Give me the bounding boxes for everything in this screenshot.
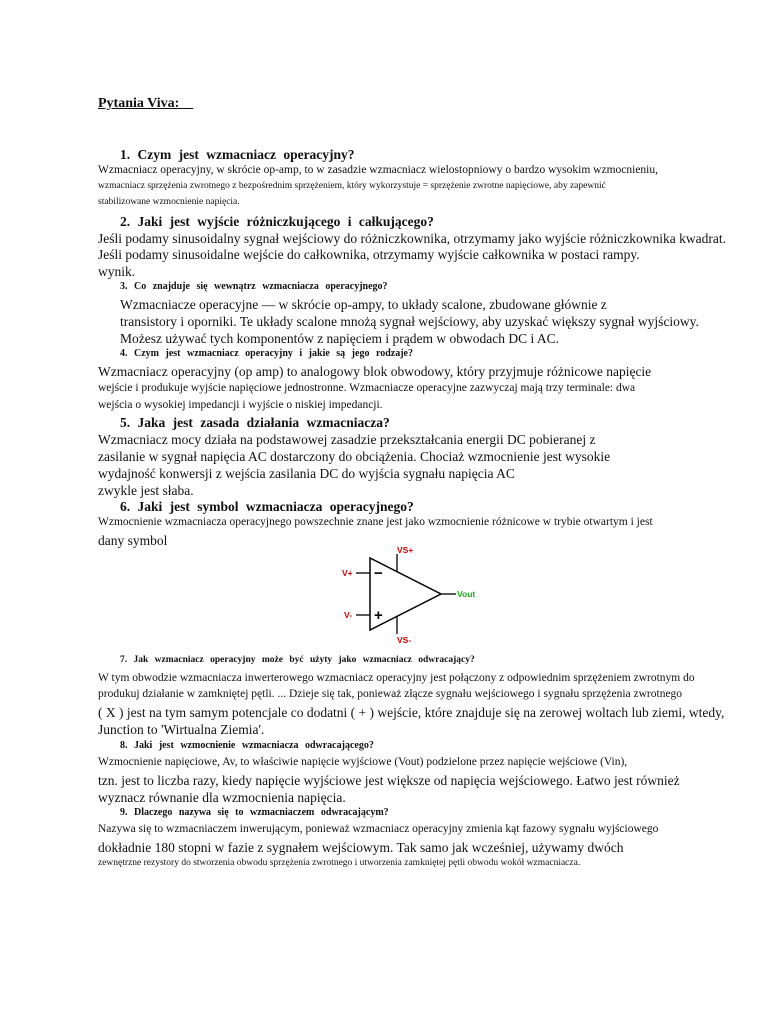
answer-7-line-1: W tym obwodzie wzmacniacza inwerterowego wzmacniacz operacyjny jest połączony z odpowiednim sprzężeniem zwrotnym do (98, 672, 695, 684)
question-3: 3. Co znajduje się wewnątrz wzmacniacza operacyjnego? (120, 281, 388, 292)
answer-3-line-2: transistory i oporniki. Te układy scalone mnożą sygnał wejściowy, aby uzyskać większy sygnał wyjściowy. (120, 314, 699, 329)
v-plus-label: V+ (342, 568, 353, 578)
answer-1-line-2: wzmacniacz sprzężenia zwrotnego z bezpośrednim sprzężeniem, który wykorzystuje = sprzężenie zwrotne napięciowe, aby zapewnić (98, 181, 606, 191)
answer-1-line-3: stabilizowane wzmocnienie napięcia. (98, 197, 240, 207)
answer-7-line-3: ( X ) jest na tym samym potencjale co dodatni ( + ) wejście, które znajduje się na zerowej woltach lub ziemi, wtedy, (98, 705, 725, 720)
question-9: 9. Dlaczego nazywa się to wzmacniaczem odwracającym? (120, 807, 389, 818)
answer-6-line-2: dany symbol (98, 533, 168, 548)
answer-9-line-2: dokładnie 180 stopni w fazie z sygnałem wejściowym. Tak samo jak wcześniej, używamy dwóch (98, 840, 624, 855)
question-8: 8. Jaki jest wzmocnienie wzmacniacza odwracającego? (120, 740, 374, 751)
vout-label: Vout (457, 589, 476, 599)
answer-4-line-3: wejścia o wysokiej impedancji i wyjście o niskiej impedancji. (98, 399, 383, 411)
question-7: 7. Jak wzmacniacz operacyjny może być użyty jako wzmacniacz odwracający? (120, 655, 475, 665)
question-5: 5. Jaka jest zasada działania wzmacniacza? (120, 415, 390, 430)
plus-sign: + (374, 607, 383, 624)
minus-sign: − (374, 565, 383, 582)
answer-6-line-1: Wzmocnienie wzmacniacza operacyjnego powszechnie znane jest jako wzmocnienie różnicowe w trybie otwartym i jest (98, 516, 653, 528)
answer-1-line-1: Wzmacniacz operacyjny, w skrócie op-amp, to w zasadzie wzmacniacz wielostopniowy o bardzo wysokim wzmocnieniu, (98, 164, 658, 176)
v-minus-label: V- (344, 610, 353, 620)
answer-4-line-2: wejście i produkuje wyjście napięciowe jednostronne. Wzmacniacze operacyjne zazwyczaj mają trzy terminale: dwa (98, 382, 636, 394)
answer-2-line-3: wynik. (98, 264, 136, 279)
answer-2-line-2: Jeśli podamy sinusoidalne wejście do całkownika, otrzymamy wyjście całkownika w postaci rampy. (98, 247, 640, 262)
answer-8-line-3: wyznacz równanie dla wzmocnienia napięcia. (98, 790, 346, 805)
answer-5-line-4: zwykle jest słaba. (98, 483, 194, 498)
answer-8-line-1: Wzmocnienie napięciowe, Av, to właściwie napięcie wyjściowe (Vout) podzielone przez napięcie wejściowe (Vin), (98, 756, 628, 768)
answer-9-line-1: Nazywa się to wzmacniaczem inwerującym, ponieważ wzmacniacz operacyjny zmienia kąt fazowy sygnału wyjściowego (98, 823, 659, 835)
answer-9-line-3: zewnętrzne rezystory do stworzenia obwodu sprzężenia zwrotnego i utworzenia zamkniętej pętli obwodu wokół wzmacniacza. (98, 858, 581, 868)
answer-5-line-1: Wzmacniacz mocy działa na podstawowej zasadzie przekształcania energii DC pobieranej z (98, 432, 596, 447)
answer-7-line-4: Junction to 'Wirtualna Ziemia'. (98, 722, 265, 737)
answer-3-line-1: Wzmacniacze operacyjne — w skrócie op-ampy, to układy scalone, zbudowane głównie z (120, 297, 607, 312)
answer-4-line-1: Wzmacniacz operacyjny (op amp) to analogowy blok obwodowy, który przyjmuje różnicowe napięcie (98, 364, 652, 379)
question-2: 2. Jaki jest wyjście różniczkującego i całkującego? (120, 214, 434, 229)
vs-plus-label: VS+ (397, 545, 414, 555)
answer-5-line-3: wydajność konwersji z wejścia zasilania DC do wyjścia sygnału napięcia AC (98, 466, 515, 481)
answer-5-line-2: zasilanie w sygnał napięcia AC dostarczony do obciążenia. Chociaż wzmocnienie jest wysokie (98, 449, 611, 464)
question-6: 6. Jaki jest symbol wzmacniacza operacyjnego? (120, 499, 414, 514)
answer-3-line-3: Możesz używać tych komponentów z napięciem i prądem w obwodach DC i AC. (120, 331, 560, 346)
question-4: 4. Czym jest wzmacniacz operacyjny i jakie są jego rodzaje? (120, 348, 413, 359)
page-title: Pytania Viva: (98, 96, 194, 111)
answer-7-line-2: produkuj działanie w zamkniętej pętli. ... Dzieje się tak, ponieważ złącze sygnału wejściowego i sygnału sprzężenia zwrotnego (98, 688, 683, 700)
question-1: 1. Czym jest wzmacniacz operacyjny? (120, 147, 355, 162)
opamp-symbol-diagram (338, 544, 488, 644)
answer-8-line-2: tzn. jest to liczba razy, kiedy napięcie wyjściowe jest większe od napięcia wejściowego. Łatwo jest również (98, 773, 680, 788)
vs-minus-label: VS- (397, 635, 412, 644)
answer-2-line-1: Jeśli podamy sinusoidalny sygnał wejściowy do różniczkownika, otrzymamy jako wyjście różniczkownika kwadrat. (98, 231, 726, 246)
